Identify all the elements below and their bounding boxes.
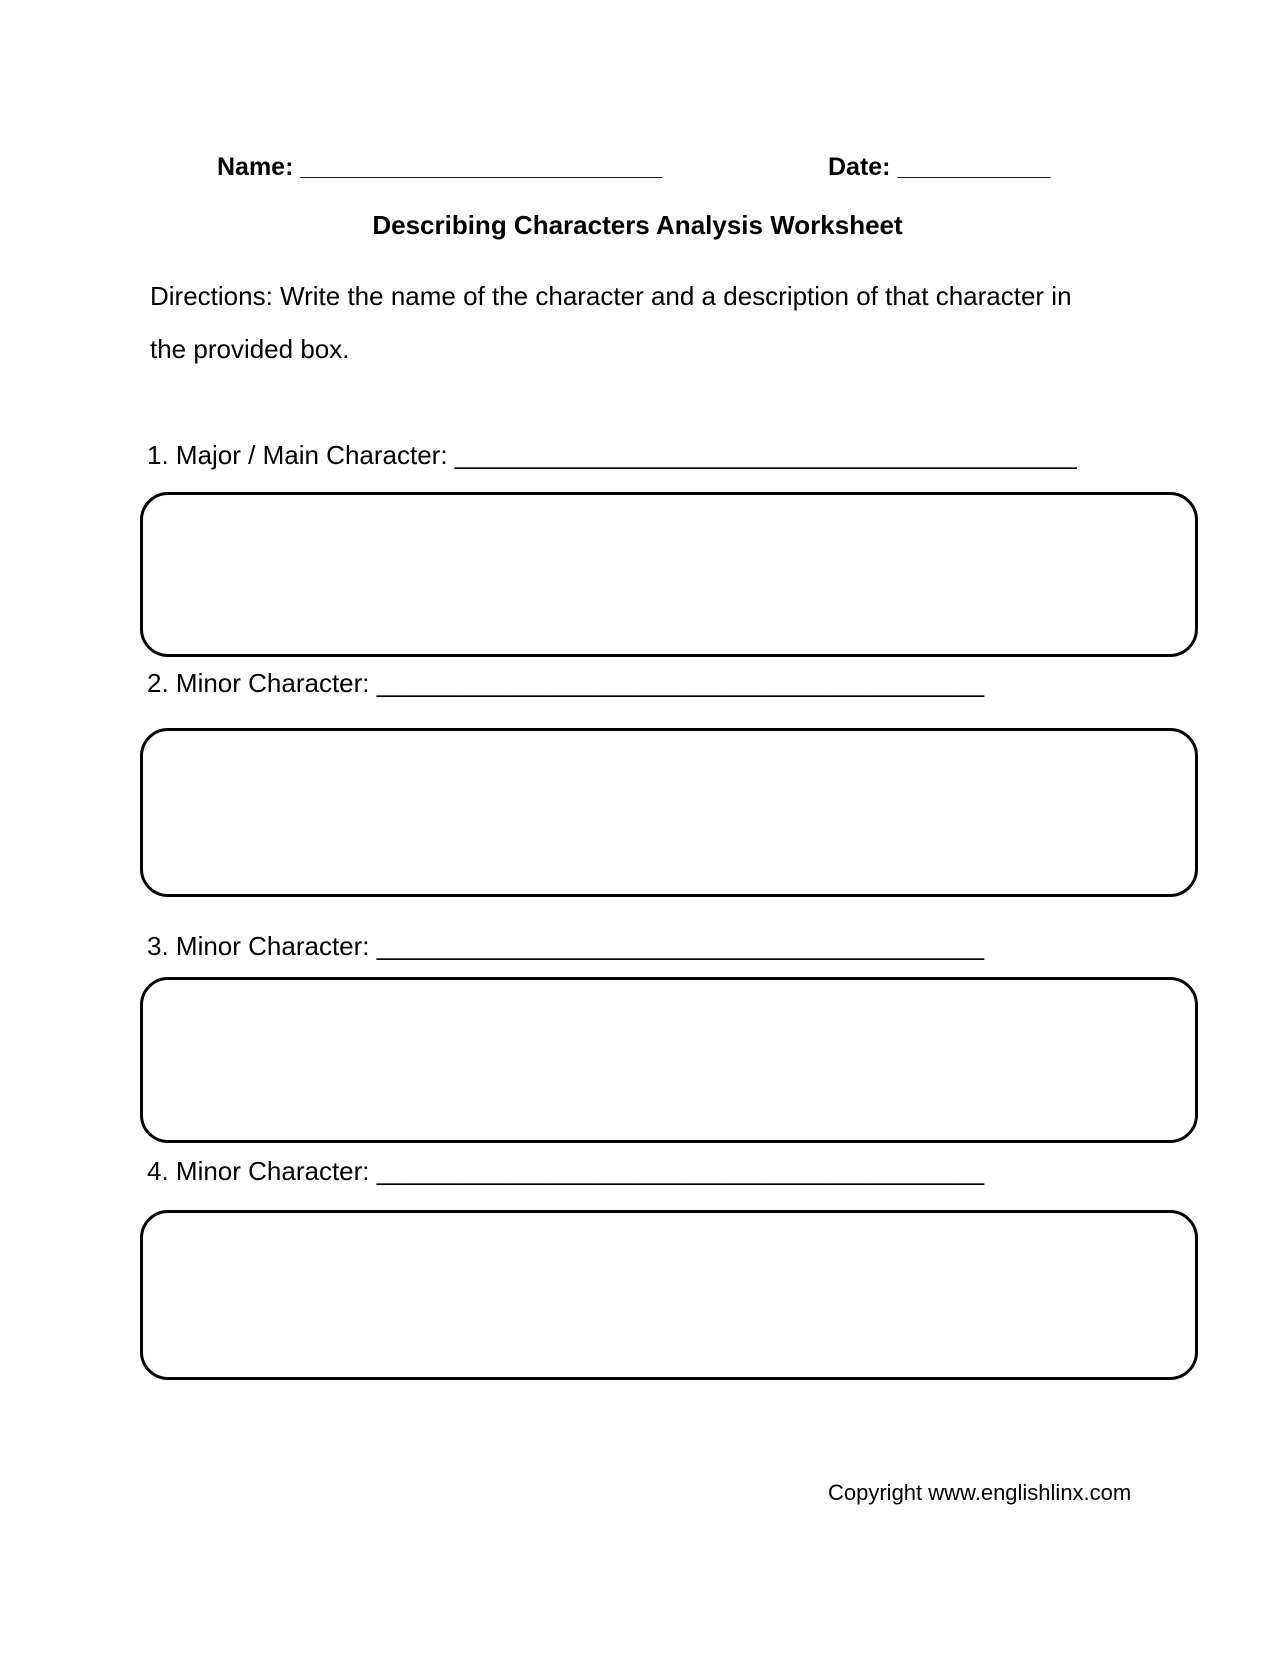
minor-character-2-blank-line[interactable]: __________________________________________	[376, 668, 985, 698]
minor-character-2-description-box[interactable]	[140, 728, 1198, 897]
section-4-label-row	[147, 1154, 984, 1188]
minor-character-3-label: 3. Minor Character:	[147, 931, 370, 961]
date-blank-line[interactable]: ___________	[897, 153, 1051, 181]
section-2-label-row	[147, 666, 984, 700]
date-row	[828, 150, 1050, 184]
name-blank-line[interactable]: __________________________	[300, 153, 662, 181]
minor-character-2-label: 2. Minor Character:	[147, 668, 370, 698]
minor-character-4-label: 4. Minor Character:	[147, 1156, 370, 1186]
name-row	[217, 150, 662, 184]
major-character-label: 1. Major / Main Character:	[147, 440, 448, 470]
date-label: Date:	[828, 153, 891, 181]
copyright-text: Copyright www.englishlinx.com	[828, 1480, 1132, 1505]
minor-character-3-description-box[interactable]	[140, 977, 1198, 1143]
major-character-blank-line[interactable]: ___________________________________________	[454, 440, 1077, 470]
section-1-label-row	[147, 438, 1077, 472]
worksheet-title: Describing Characters Analysis Worksheet	[372, 210, 903, 240]
section-3-label-row	[147, 929, 984, 963]
minor-character-4-description-box[interactable]	[140, 1210, 1198, 1380]
name-label: Name:	[217, 153, 294, 181]
directions-text: Directions: Write the name of the character and a description of that character in the provided box.	[150, 281, 1072, 364]
minor-character-4-blank-line[interactable]: __________________________________________	[376, 1156, 985, 1186]
major-character-description-box[interactable]	[140, 492, 1198, 657]
minor-character-3-blank-line[interactable]: __________________________________________	[376, 931, 985, 961]
